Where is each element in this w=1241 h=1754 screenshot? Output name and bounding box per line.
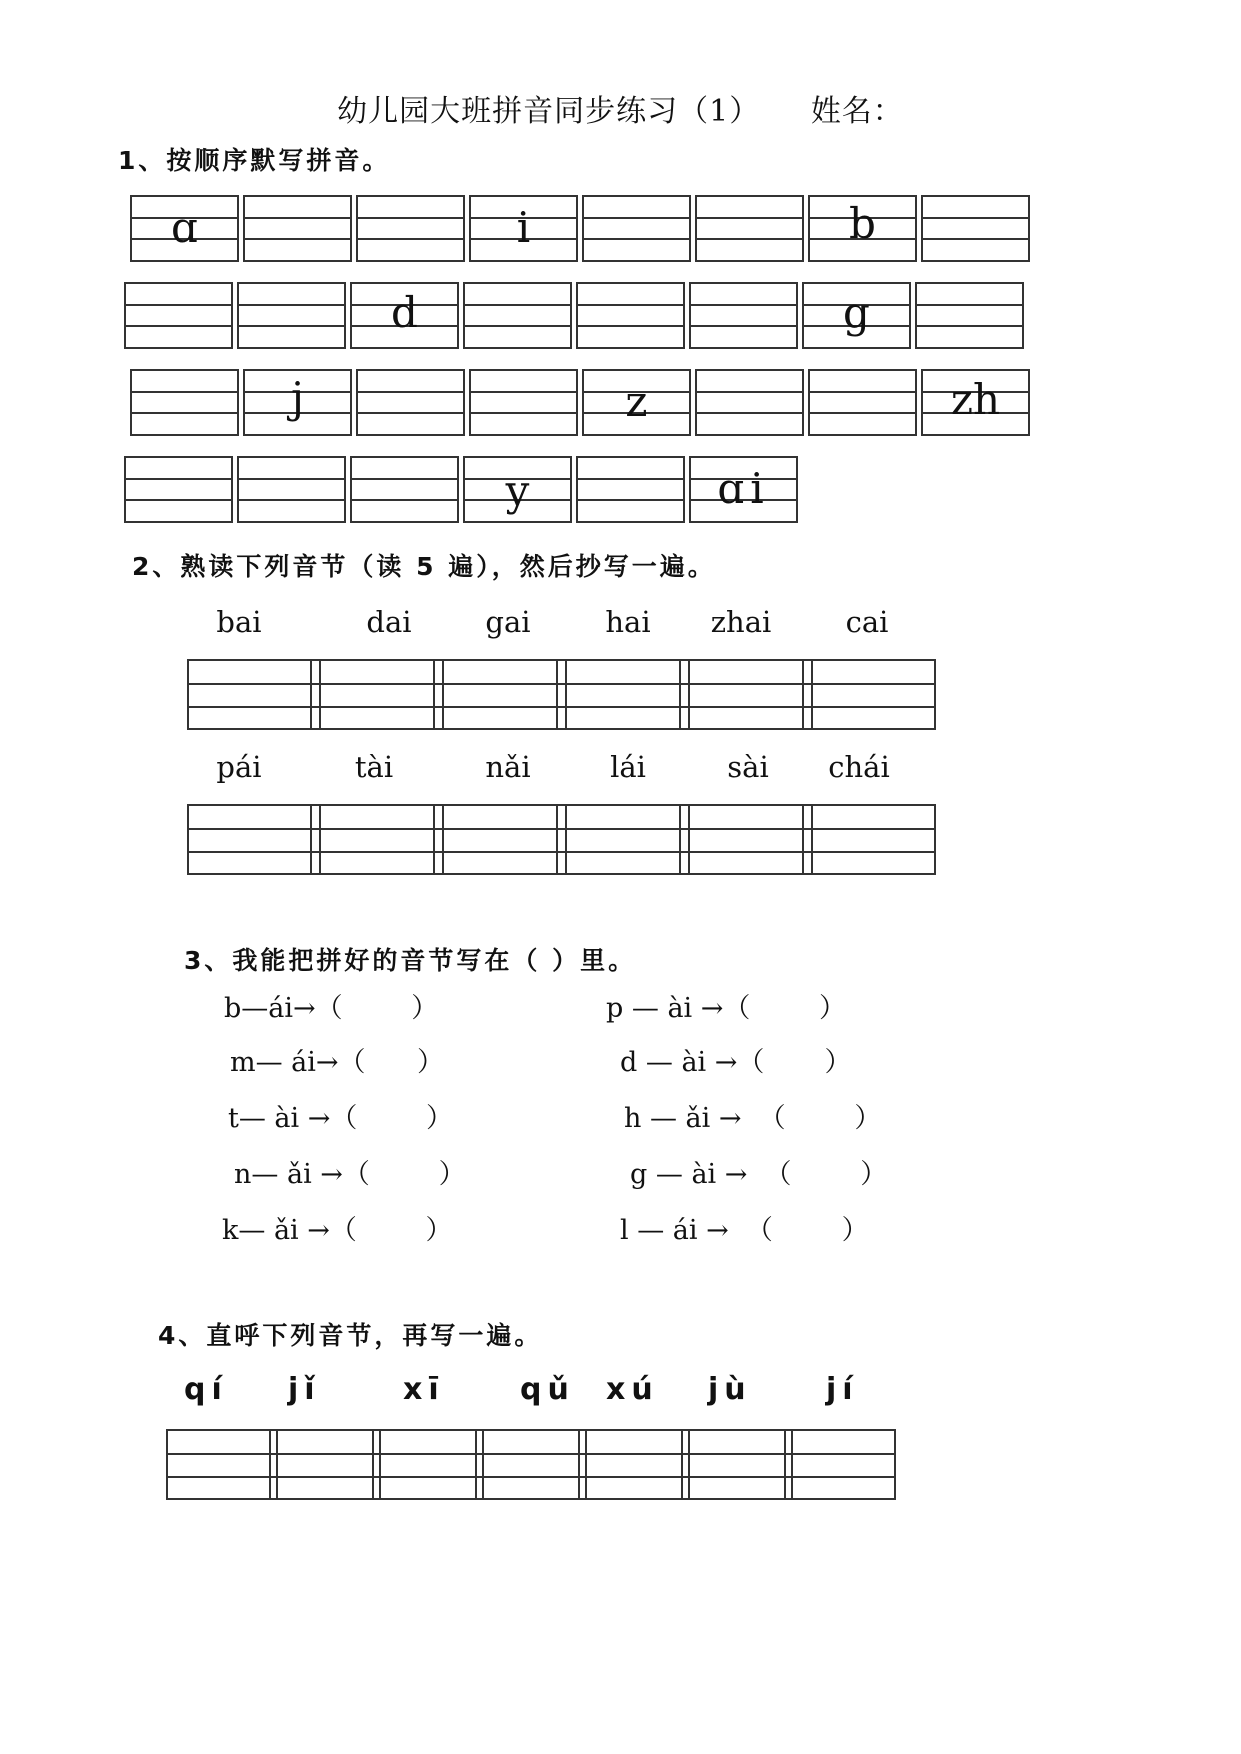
q1-grid-row-2 xyxy=(124,282,1024,349)
spelling-exercise[interactable]: t— ài →（ ） xyxy=(228,1103,454,1134)
cell-letter: j xyxy=(290,373,305,422)
writing-cell[interactable] xyxy=(576,456,685,523)
cell-letter: ɑi xyxy=(717,464,770,513)
writing-cell[interactable] xyxy=(356,195,465,262)
writing-cell[interactable] xyxy=(689,282,798,349)
syllable: xú xyxy=(606,1372,659,1407)
writing-cell[interactable] xyxy=(582,195,691,262)
cell-letter: g xyxy=(843,288,870,337)
q1-grid-row-4 xyxy=(124,456,798,523)
writing-cell[interactable] xyxy=(802,282,911,349)
cell-letter: b xyxy=(849,199,876,248)
cell-letter: ɑ xyxy=(171,203,198,252)
writing-cell[interactable] xyxy=(695,369,804,436)
writing-cell[interactable] xyxy=(243,369,352,436)
writing-cell[interactable] xyxy=(433,804,567,875)
writing-cell[interactable] xyxy=(802,804,936,875)
writing-cell[interactable] xyxy=(679,804,813,875)
spelling-exercise[interactable]: g — ài → （ ） xyxy=(630,1159,888,1190)
writing-cell[interactable] xyxy=(237,282,346,349)
syllable: jù xyxy=(708,1372,752,1407)
writing-cell[interactable] xyxy=(463,456,572,523)
title-text: 幼儿园大班拼音同步练习（1） xyxy=(337,94,761,129)
writing-cell[interactable] xyxy=(469,195,578,262)
worksheet-title xyxy=(0,86,1241,130)
writing-cell[interactable] xyxy=(808,195,917,262)
writing-cell[interactable] xyxy=(802,659,936,730)
writing-cell[interactable] xyxy=(356,369,465,436)
spelling-exercise[interactable]: n— ǎi →（ ） xyxy=(234,1159,466,1190)
q1-grid-row-1 xyxy=(130,195,1030,262)
q2-heading: 2、熟读下列音节（读 5 遍），然后抄写一遍。 xyxy=(132,552,716,581)
writing-cell[interactable] xyxy=(921,195,1030,262)
writing-cell[interactable] xyxy=(475,1429,587,1500)
syllable: qǔ xyxy=(520,1372,575,1407)
writing-cell[interactable] xyxy=(310,659,444,730)
spelling-exercise[interactable]: p — ài →（ ） xyxy=(606,993,847,1024)
cell-letter: i xyxy=(516,203,531,252)
spelling-exercise[interactable]: b—ái→（ ） xyxy=(224,993,439,1024)
writing-cell[interactable] xyxy=(681,1429,793,1500)
q2-grid-row-2 xyxy=(187,804,936,875)
writing-cell[interactable] xyxy=(372,1429,484,1500)
writing-cell[interactable] xyxy=(433,659,567,730)
q4-grid xyxy=(166,1429,896,1500)
syllable: jí xyxy=(826,1372,859,1407)
writing-cell[interactable] xyxy=(130,369,239,436)
q2-grid-row-1 xyxy=(187,659,936,730)
writing-cell[interactable] xyxy=(784,1429,896,1500)
syllable: bai xyxy=(216,605,262,639)
q1-grid-row-3 xyxy=(130,369,1030,436)
syllable: pái xyxy=(216,750,262,784)
writing-cell[interactable] xyxy=(921,369,1030,436)
syllable: lái xyxy=(610,750,646,784)
writing-cell[interactable] xyxy=(350,456,459,523)
writing-cell[interactable] xyxy=(124,456,233,523)
syllable: nǎi xyxy=(485,750,531,784)
syllable: gai xyxy=(485,605,531,639)
writing-cell[interactable] xyxy=(310,804,444,875)
writing-cell[interactable] xyxy=(237,456,346,523)
q4-heading: 4、直呼下列音节，再写一遍。 xyxy=(158,1321,543,1350)
syllable: xī xyxy=(403,1372,445,1407)
writing-cell[interactable] xyxy=(689,456,798,523)
name-label: 姓名： xyxy=(810,94,904,129)
syllable: dai xyxy=(366,605,412,639)
syllable: hai xyxy=(605,605,651,639)
writing-cell[interactable] xyxy=(469,369,578,436)
writing-cell[interactable] xyxy=(915,282,1024,349)
syllable: qí xyxy=(184,1372,228,1407)
writing-cell[interactable] xyxy=(582,369,691,436)
writing-cell[interactable] xyxy=(679,659,813,730)
writing-cell[interactable] xyxy=(556,659,690,730)
writing-cell[interactable] xyxy=(695,195,804,262)
writing-cell[interactable] xyxy=(463,282,572,349)
syllable: tài xyxy=(354,750,394,784)
writing-cell[interactable] xyxy=(808,369,917,436)
cell-letter: z xyxy=(625,377,648,426)
writing-cell[interactable] xyxy=(124,282,233,349)
spelling-exercise[interactable]: l — ái → （ ） xyxy=(620,1215,869,1246)
writing-cell[interactable] xyxy=(269,1429,381,1500)
writing-cell[interactable] xyxy=(130,195,239,262)
writing-cell[interactable] xyxy=(187,659,321,730)
syllable: jǐ xyxy=(288,1372,321,1407)
spelling-exercise[interactable]: k— ǎi →（ ） xyxy=(222,1215,453,1246)
cell-letter: zh xyxy=(950,375,1001,424)
syllable: sài xyxy=(727,750,769,784)
writing-cell[interactable] xyxy=(576,282,685,349)
writing-cell[interactable] xyxy=(187,804,321,875)
q1-heading: 1、按顺序默写拼音。 xyxy=(118,146,391,175)
spelling-exercise[interactable]: m— ái→（ ） xyxy=(230,1047,445,1078)
syllable: cai xyxy=(845,605,889,639)
q3-heading: 3、我能把拼好的音节写在（ ）里。 xyxy=(184,946,637,975)
writing-cell[interactable] xyxy=(350,282,459,349)
writing-cell[interactable] xyxy=(166,1429,278,1500)
syllable: chái xyxy=(828,750,890,784)
writing-cell[interactable] xyxy=(243,195,352,262)
cell-letter: d xyxy=(391,288,418,337)
spelling-exercise[interactable]: h — ǎi → （ ） xyxy=(624,1103,882,1134)
writing-cell[interactable] xyxy=(578,1429,690,1500)
cell-letter: y xyxy=(505,466,530,515)
spelling-exercise[interactable]: d — ài →（ ） xyxy=(620,1047,852,1078)
syllable: zhai xyxy=(710,605,772,639)
writing-cell[interactable] xyxy=(556,804,690,875)
